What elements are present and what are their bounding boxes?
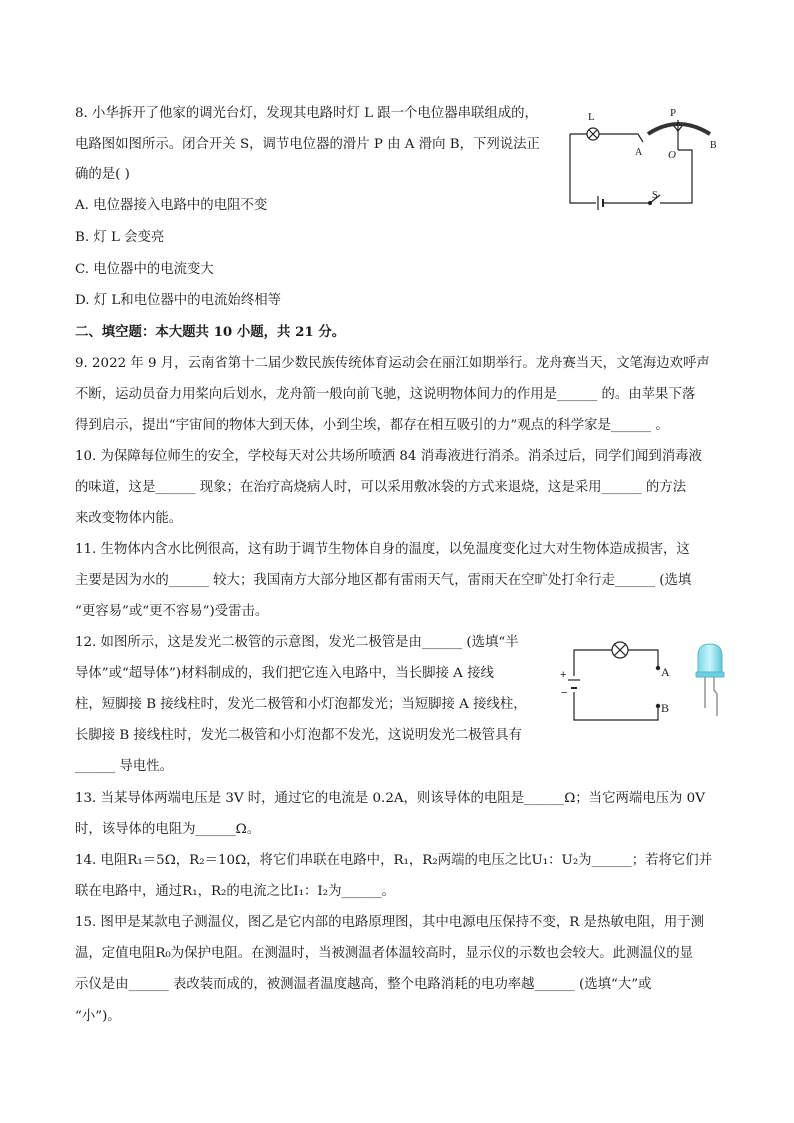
q11-line2: 主要是因为水的______ 较大；我国南方大部分地区都有雷雨天气，雷雨天在空旷处打伞行走______ (选填 [75,573,692,588]
q9-line3: 得到启示，提出“宇宙间的物体大到天体，小到尘埃，都存在相互吸引的力”观点的科学家是______ 。 [75,418,669,433]
section-2-title: 二、填空题：本大题共 10 小题，共 21 分。 [75,324,346,340]
q12-line3: 柱，短脚接 B 接线柱时，发光二极管和小灯泡都发光；当短脚接 A 接线柱， [75,697,527,712]
q12-label-b: B [661,701,670,715]
q15-line2: 温，定值电阻R₀为保护电阻。在测温时，当被测温者体温较高时，显示仪的示数也会较大。此测温仪的显 [75,946,694,961]
q8-circuit-diagram [560,100,730,210]
q9-line2: 不断，运动员奋力用桨向后划水，龙舟箭一般向前飞驰，这说明物体间力的作用是______ 的。由苹果下落 [75,387,696,402]
q8-option-c: C. 电位器中的电流变大 [75,262,214,277]
q8-line2: 电路图如图所示。闭合开关 S，调节电位器的滑片 P 由 A 滑向 B，下列说法正 [75,137,540,152]
q11-line1: 11. 生物体内含水比例很高，这有助于调节生物体自身的温度，以免温度变化过大对生物体造成损害，这 [75,542,690,557]
q8-label-s: S [652,190,658,201]
q8-option-d: D. 灯 L和电位器中的电流始终相等 [75,293,281,308]
q13-line1: 13. 当某导体两端电压是 3V 时，通过它的电流是 0.2A，则该导体的电阻是______Ω；当它两端电压为 0V [75,791,705,806]
q8-label-b: B [710,140,717,151]
q8-line3: 确的是( ) [75,167,130,182]
led-icon [690,640,730,720]
q11-line3: “更容易”或“更不容易”)受雷击。 [75,604,269,619]
q15-line1: 15. 图甲是某款电子测温仪，图乙是它内部的电路原理图，其中电源电压保持不变，R 是热敏电阻，用于测 [75,915,705,930]
q12-line1: 12. 如图所示，这是发光二极管的示意图，发光二极管是由______ (选填“半 [75,635,519,650]
q9-line1: 9. 2022 年 9 月，云南省第十二届少数民族传统体育运动会在丽江如期举行。龙舟赛当天，文笔海边欢呼声 [75,356,710,371]
q8-label-l: L [588,111,595,123]
q15-line4: “小”)。 [75,1009,121,1024]
q12-circuit-diagram [560,636,680,726]
q12-line2: 导体”或“超导体”)材料制成的，我们把它连入电路中，当长脚接 A 接线 [75,666,494,681]
q8-label-p: P [670,107,677,119]
q8-line1: 8. 小华拆开了他家的调光台灯，发现其电路时灯 L 跟一个电位器串联组成的， [75,106,538,121]
q10-line3: 来改变物体内能。 [75,511,183,526]
q12-plus-sign: + [560,669,567,681]
q12-line5: ______ 导电性。 [75,759,173,774]
q10-line1: 10. 为保障每位师生的安全，学校每天对公共场所喷洒 84 消毒液进行消杀。消杀过后，同学们闻到消毒液 [75,449,702,464]
q12-label-a: A [661,665,670,679]
q8-label-a: A [635,147,643,158]
q15-line3: 示仪是由______ 表改装而成的，被测温者温度越高，整个电路消耗的电功率越______ (选填“大”或 [75,977,652,992]
q12-line4: 长脚接 B 接线柱时，发光二极管和小灯泡都不发光，这说明发光二极管具有 [75,728,522,743]
q12-minus-sign: − [561,687,568,699]
q14-line2: 联在电路中，通过R₁，R₂的电流之比I₁：I₂为______。 [75,884,396,899]
q10-line2: 的味道，这是______ 现象；在治疗高烧病人时，可以采用敷冰袋的方式来退烧，这是采用______ 的方法 [75,480,687,495]
q8-label-o: O [668,149,676,161]
q13-line2: 时，该导体的电阻为______Ω。 [75,822,261,837]
q8-option-a: A. 电位器接入电路中的电阻不变 [75,198,268,213]
q14-line1: 14. 电阻R₁＝5Ω，R₂＝10Ω，将它们串联在电路中，R₁，R₂两端的电压之比U₁：U₂为______；若将它们并 [75,853,713,868]
q8-option-b: B. 灯 L 会变亮 [75,230,165,245]
